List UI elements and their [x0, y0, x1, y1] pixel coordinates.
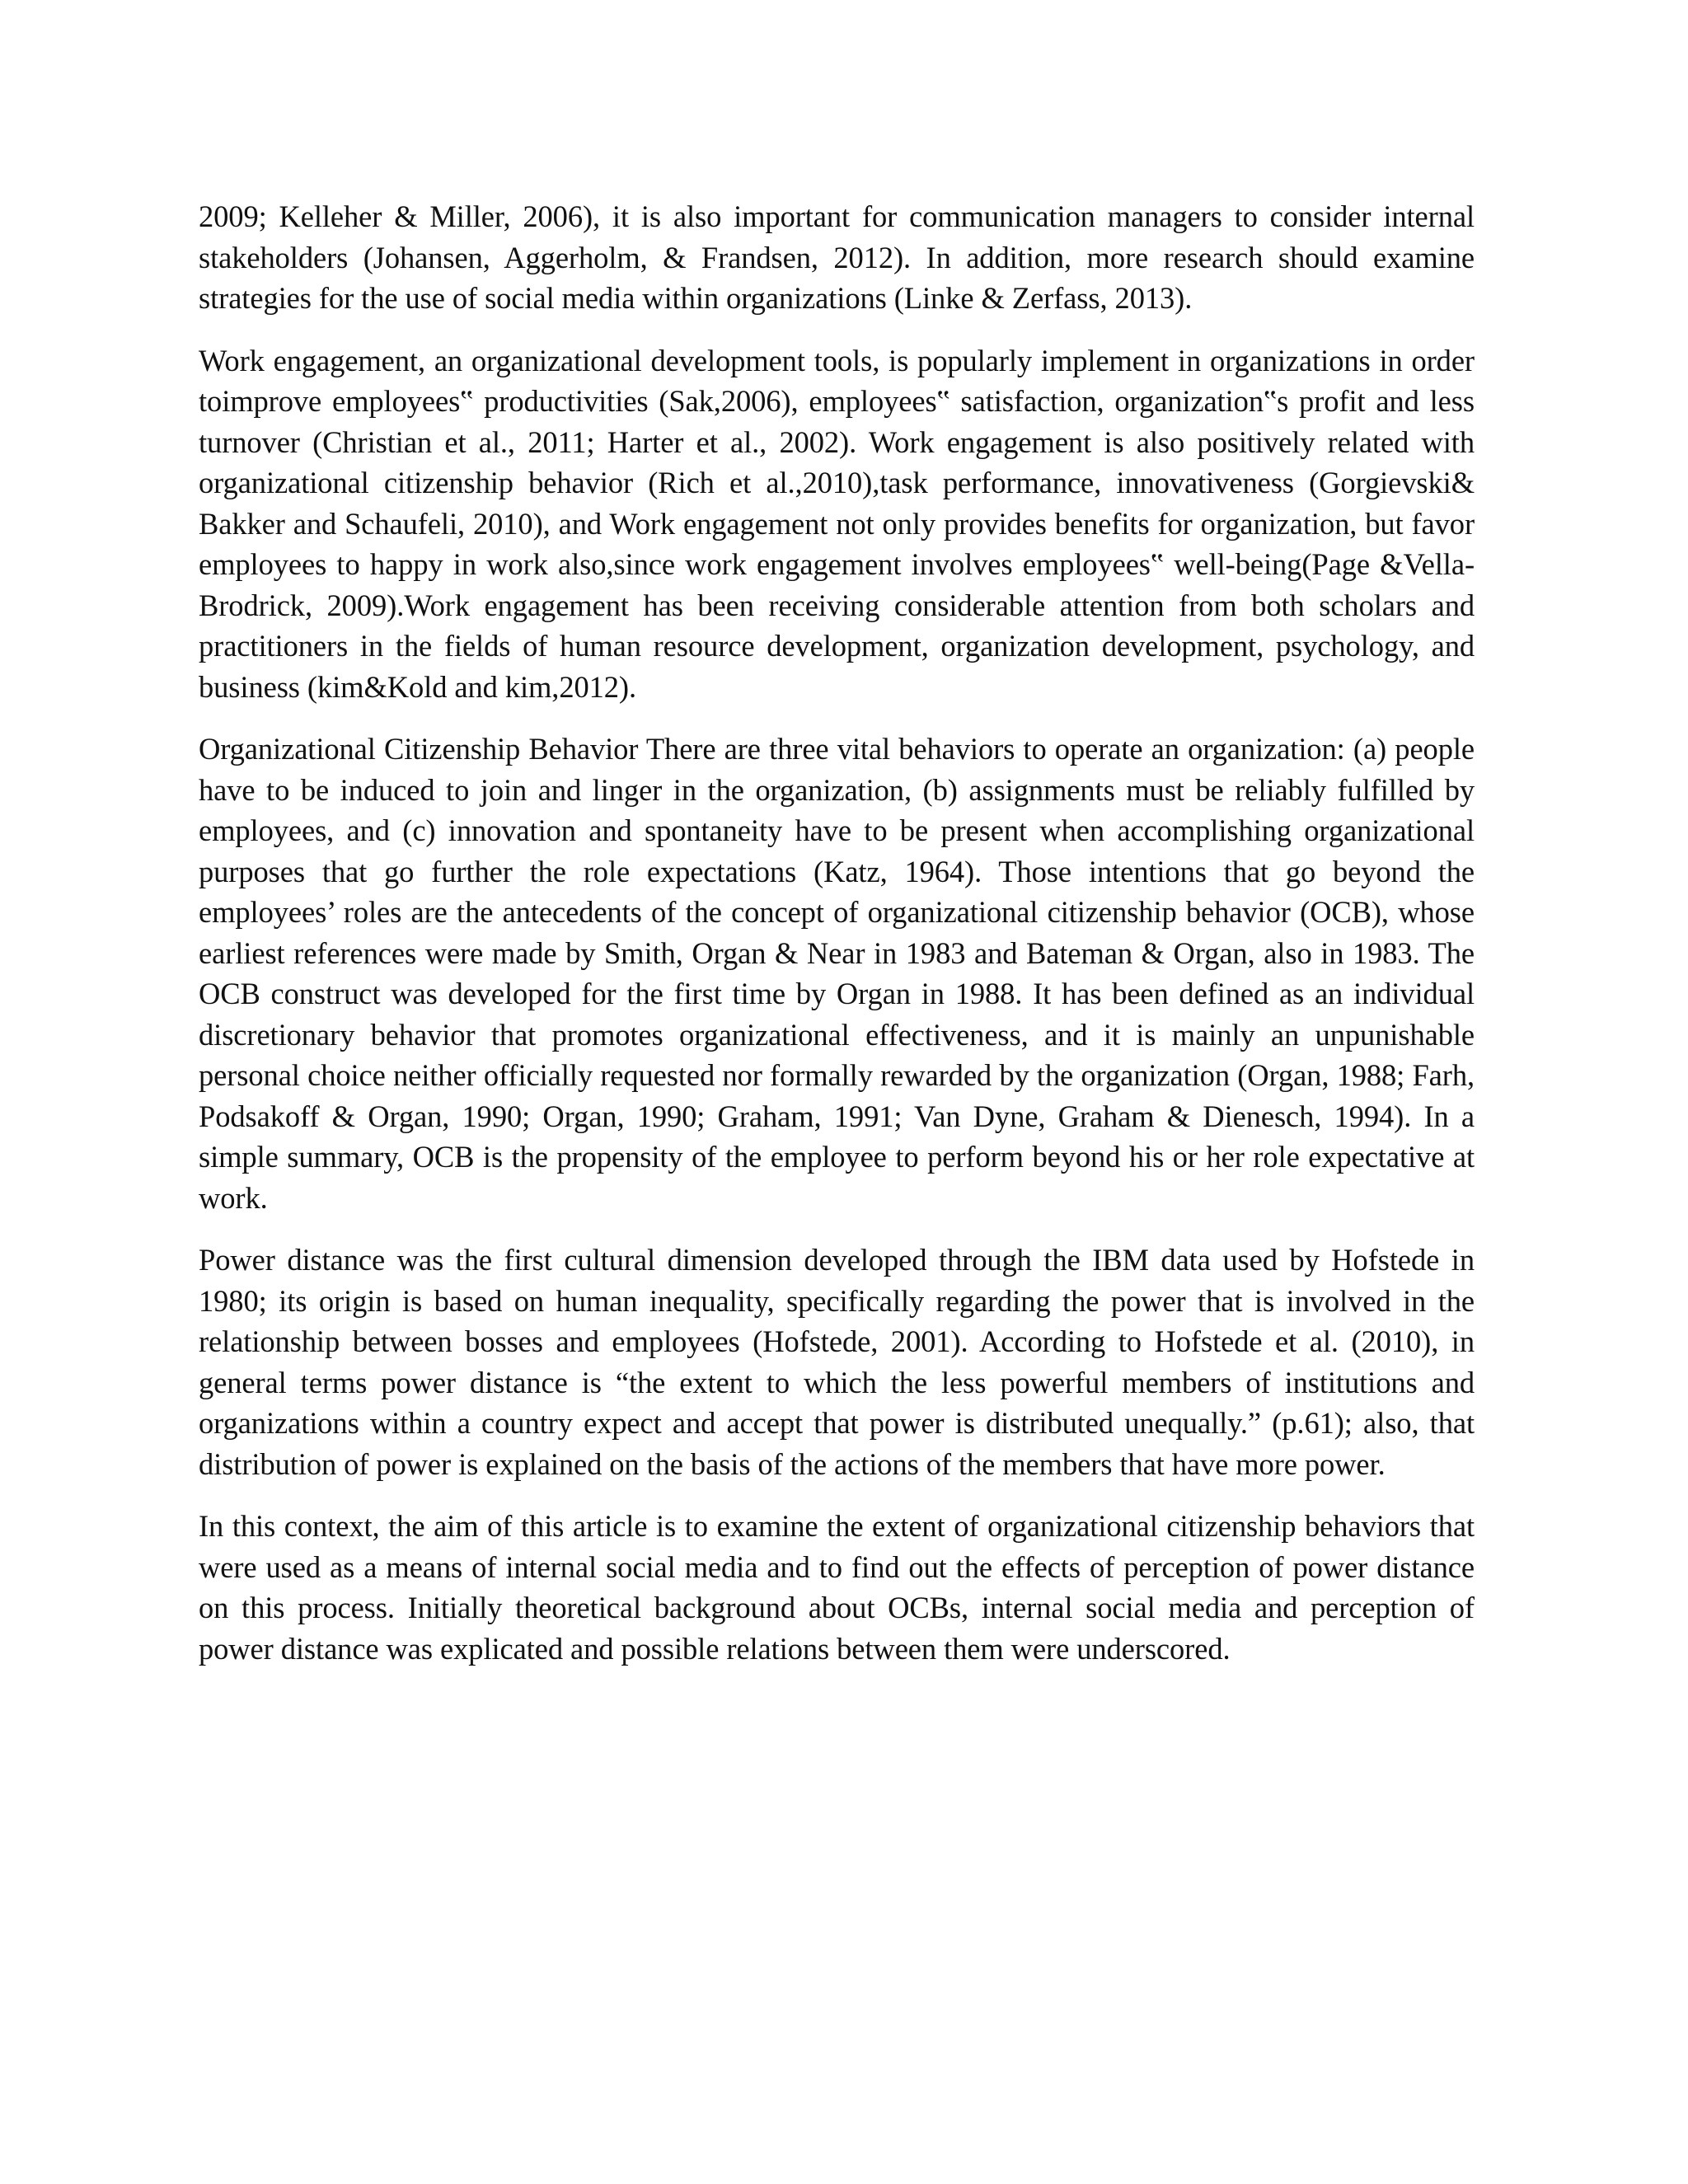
paragraph-article-aim: In this context, the aim of this article is to examine the extent of organizational citizenship behaviors that were used as a means of internal social media and to find out the effects of perception of power distance on this process. Initially theoretical background about OCBs, internal social media and perception of power distance was explicated and possible relations between them were underscored.: [199, 1509, 1475, 1666]
document-body: [199, 196, 1475, 1690]
paragraph-power-distance: Power distance was the first cultural dimension developed through the IBM data used by Hofstede in 1980; its origin is based on human inequality, specifically regarding the power that is involved in the relationship between bosses and employees (Hofstede, 2001). According to Hofstede et al. (2010), in general terms power distance is “the extent to which the less powerful members of institutions and organizations within a country expect and accept that power is distributed unequally.” (p.61); also, that distribution of power is explained on the basis of the actions of the members that have more power.: [199, 1243, 1475, 1481]
paragraph-internal-stakeholders: 2009; Kelleher & Miller, 2006), it is also important for communication managers to consider internal stakeholders (Johansen, Aggerholm, & Frandsen, 2012). In addition, more research should examine strategies for the use of social media within organizations (Linke & Zerfass, 2013).: [199, 199, 1475, 315]
paragraph-organizational-citizenship: Organizational Citizenship Behavior There are three vital behaviors to operate an organization: (a) people have to be induced to join and linger in the organization, (b) assignments must be reliably fulfilled by employees, and (c) innovation and spontaneity have to be present when accomplishing organizational purposes that go further the role expectations (Katz, 1964). Those intentions that go beyond the employees’ roles are the antecedents of the concept of organizational citizenship behavior (OCB), whose earliest references were made by Smith, Organ & Near in 1983 and Bateman & Organ, also in 1983. The OCB construct was developed for the first time by Organ in 1988. It has been defined as an individual discretionary behavior that promotes organizational effectiveness, and it is mainly an unpunishable personal choice neither officially requested nor formally rewarded by the organization (Organ, 1988; Farh, Podsakoff & Organ, 1990; Organ, 1990; Graham, 1991; Van Dyne, Graham & Dienesch, 1994). In a simple summary, OCB is the propensity of the employee to perform beyond his or her role expectative at work.: [199, 732, 1475, 1215]
paragraph-work-engagement: Work engagement, an organizational development tools, is popularly implement in organizations in order toimprove employees‟ productivities (Sak,2006), employees‟ satisfaction, organization‟s profit and less turnover (Christian et al., 2011; Harter et al., 2002). Work engagement is also positively related with organizational citizenship behavior (Rich et al.,2010),task performance, innovativeness (Gorgievski& Bakker and Schaufeli, 2010), and Work engagement not only provides benefits for organization, but favor employees to happy in work also,since work engagement involves employees‟ well-being(Page &Vella- Brodrick, 2009).Work engagement has been receiving considerable attention from both scholars and practitioners in the fields of human resource development, organization development, psychology, and business (kim&Kold and kim,2012).: [199, 343, 1475, 704]
